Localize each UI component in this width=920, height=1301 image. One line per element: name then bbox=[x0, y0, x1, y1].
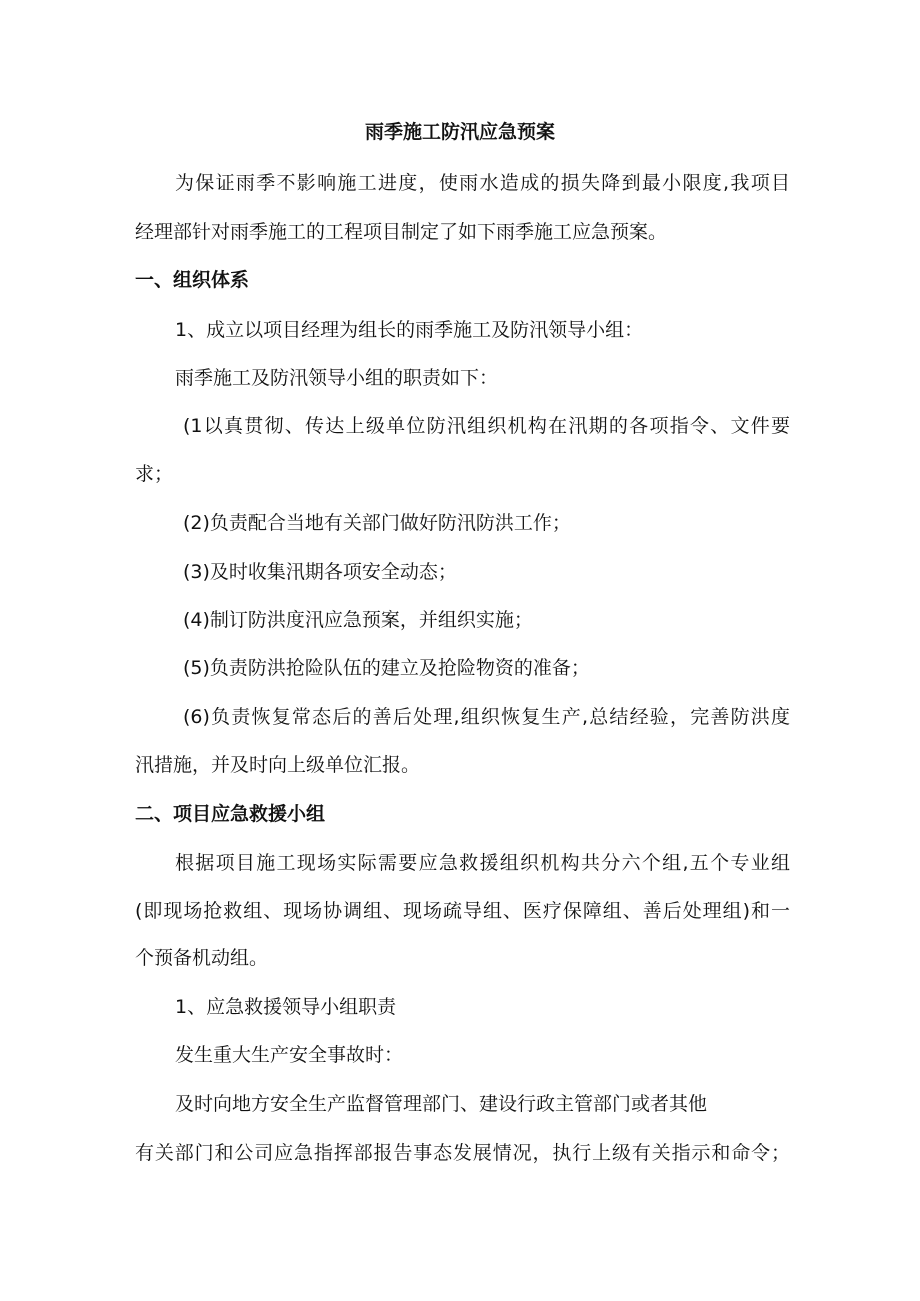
paragraph-line: (即现场抢救组、现场协调组、现场疏导组、医疗保障组、善后处理组)和一 bbox=[135, 900, 790, 922]
paragraph-line: 个预备机动组。 bbox=[135, 947, 269, 969]
duties-intro: 雨季施工及防汛领导小组的职责如下： bbox=[175, 367, 499, 389]
duty-item-line: 求； bbox=[135, 463, 174, 485]
duty-item: (2)负责配合当地有关部门做好防汛防洪工作； bbox=[183, 512, 571, 534]
paragraph-line: 有关部门和公司应急指挥部报告事态发展情况，执行上级有关指示和命令； bbox=[135, 1142, 790, 1164]
duty-item-line: (6)负责恢复常态后的善后处理,组织恢复生产,总结经验，完善防洪度 bbox=[183, 706, 790, 728]
intro-paragraph-line: 经理部针对雨季施工的工程项目制定了如下雨季施工应急预案。 bbox=[135, 221, 668, 243]
section-heading-organization: 一、组织体系 bbox=[135, 269, 250, 291]
list-item: 1、应急救援领导小组职责 bbox=[175, 996, 397, 1018]
document-title: 雨季施工防汛应急预案 bbox=[364, 121, 555, 143]
paragraph-line: 及时向地方安全生产监督管理部门、建设行政主管部门或者其他 bbox=[175, 1093, 708, 1115]
list-item: 1、成立以项目经理为组长的雨季施工及防汛领导小组： bbox=[175, 319, 644, 341]
duty-item: (3)及时收集汛期各项安全动态； bbox=[183, 561, 457, 583]
duty-item: (5)负责防洪抢险队伍的建立及抢险物资的准备； bbox=[183, 657, 590, 679]
intro-paragraph-line: 为保证雨季不影响施工进度，使雨水造成的损失降到最小限度,我项目 bbox=[175, 172, 790, 194]
duty-item-line: 汛措施，并及时向上级单位汇报。 bbox=[135, 754, 421, 776]
section-heading-emergency-team: 二、项目应急救援小组 bbox=[135, 803, 326, 825]
duty-item-line: (1以真贯彻、传达上级单位防汛组织机构在汛期的各项指令、文件要 bbox=[183, 415, 790, 437]
item-intro: 发生重大生产安全事故时： bbox=[175, 1044, 404, 1066]
paragraph-line: 根据项目施工现场实际需要应急救援组织机构共分六个组,五个专业组 bbox=[175, 852, 790, 874]
duty-item: (4)制订防洪度汛应急预案，并组织实施； bbox=[183, 609, 533, 631]
